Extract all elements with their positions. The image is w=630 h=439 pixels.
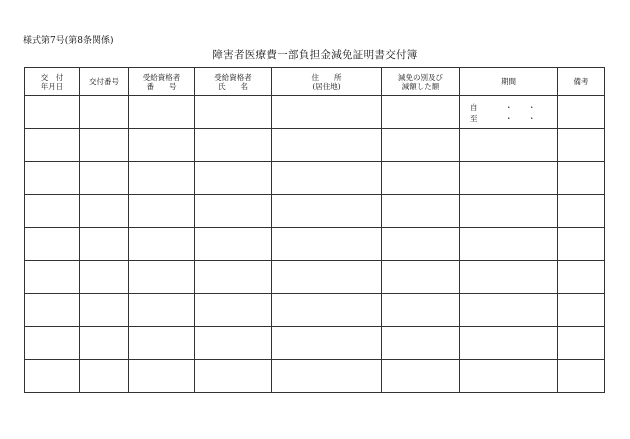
cell-recipient-number	[129, 327, 195, 360]
cell-address	[272, 129, 382, 162]
cell-reduction	[382, 195, 460, 228]
cell-reduction	[382, 96, 460, 129]
cell-remarks	[558, 261, 605, 294]
cell-address	[272, 195, 382, 228]
cell-issue-date	[25, 162, 80, 195]
cell-address	[272, 162, 382, 195]
cell-remarks	[558, 360, 605, 393]
cell-address	[272, 261, 382, 294]
table-row	[25, 195, 605, 228]
cell-issue-number	[80, 96, 129, 129]
table-row	[25, 228, 605, 261]
cell-address	[272, 360, 382, 393]
cell-remarks	[558, 129, 605, 162]
cell-reduction	[382, 360, 460, 393]
cell-address	[272, 327, 382, 360]
cell-reduction	[382, 228, 460, 261]
col-recipient-name: 受給資格者 氏 名	[195, 68, 272, 96]
cell-recipient-name	[195, 294, 272, 327]
cell-issue-date	[25, 195, 80, 228]
cell-reduction	[382, 294, 460, 327]
cell-period	[460, 360, 558, 393]
cell-remarks	[558, 96, 605, 129]
cell-period	[460, 195, 558, 228]
col-remarks: 備考	[558, 68, 605, 96]
cell-recipient-name	[195, 228, 272, 261]
table-row	[25, 96, 605, 129]
table-row	[25, 360, 605, 393]
table-row	[25, 162, 605, 195]
cell-remarks	[558, 327, 605, 360]
cell-recipient-number	[129, 162, 195, 195]
ledger-table	[24, 67, 605, 393]
cell-period	[460, 129, 558, 162]
cell-issue-number	[80, 261, 129, 294]
page-title: 障害者医療費一部負担金減免証明書交付簿	[212, 49, 418, 61]
cell-recipient-name	[195, 162, 272, 195]
period-from-label: 自	[470, 103, 478, 112]
table-row	[25, 294, 605, 327]
cell-period	[460, 228, 558, 261]
cell-issue-number	[80, 228, 129, 261]
col-address: 住 所 (居住地)	[272, 68, 382, 96]
period-separator: ・	[528, 114, 536, 123]
cell-recipient-number	[129, 261, 195, 294]
cell-issue-date	[25, 129, 80, 162]
cell-period	[460, 327, 558, 360]
table-row	[25, 327, 605, 360]
cell-issue-number	[80, 162, 129, 195]
cell-issue-date	[25, 294, 80, 327]
form-number: 様式第7号(第8条関係)	[23, 36, 114, 46]
cell-issue-number	[80, 195, 129, 228]
cell-issue-number	[80, 327, 129, 360]
ledger-body	[25, 96, 605, 393]
col-issue-number: 交付番号	[80, 68, 129, 96]
cell-issue-date	[25, 96, 80, 129]
period-to-label: 至	[470, 114, 478, 123]
cell-recipient-name	[195, 96, 272, 129]
cell-remarks	[558, 294, 605, 327]
col-reduction: 減免の別及び 減額した額	[382, 68, 460, 96]
col-issue-date: 交 付 年月日	[25, 68, 80, 96]
period-separator: ・	[505, 103, 513, 112]
cell-recipient-number	[129, 360, 195, 393]
cell-recipient-name	[195, 327, 272, 360]
cell-reduction	[382, 327, 460, 360]
cell-issue-date	[25, 327, 80, 360]
cell-address	[272, 294, 382, 327]
cell-recipient-number	[129, 129, 195, 162]
period-separator: ・	[528, 103, 536, 112]
period-to	[470, 113, 536, 124]
cell-period	[460, 162, 558, 195]
table-row	[25, 261, 605, 294]
cell-address	[272, 228, 382, 261]
cell-reduction	[382, 261, 460, 294]
cell-recipient-name	[195, 195, 272, 228]
cell-period	[460, 261, 558, 294]
col-period: 期間	[460, 68, 558, 96]
cell-issue-date	[25, 360, 80, 393]
cell-issue-date	[25, 261, 80, 294]
cell-remarks	[558, 195, 605, 228]
cell-period	[460, 294, 558, 327]
cell-remarks	[558, 162, 605, 195]
table-row	[25, 129, 605, 162]
cell-reduction	[382, 162, 460, 195]
header-row	[25, 68, 605, 96]
cell-recipient-name	[195, 360, 272, 393]
period-from	[470, 102, 536, 113]
cell-recipient-number	[129, 96, 195, 129]
cell-recipient-number	[129, 195, 195, 228]
cell-issue-number	[80, 129, 129, 162]
period-separator: ・	[505, 114, 513, 123]
cell-period	[460, 96, 558, 129]
cell-reduction	[382, 129, 460, 162]
cell-issue-number	[80, 294, 129, 327]
cell-recipient-number	[129, 294, 195, 327]
cell-recipient-number	[129, 228, 195, 261]
cell-address	[272, 96, 382, 129]
cell-recipient-name	[195, 129, 272, 162]
cell-remarks	[558, 228, 605, 261]
cell-issue-date	[25, 228, 80, 261]
cell-recipient-name	[195, 261, 272, 294]
col-recipient-number: 受給資格者 番 号	[129, 68, 195, 96]
cell-issue-number	[80, 360, 129, 393]
